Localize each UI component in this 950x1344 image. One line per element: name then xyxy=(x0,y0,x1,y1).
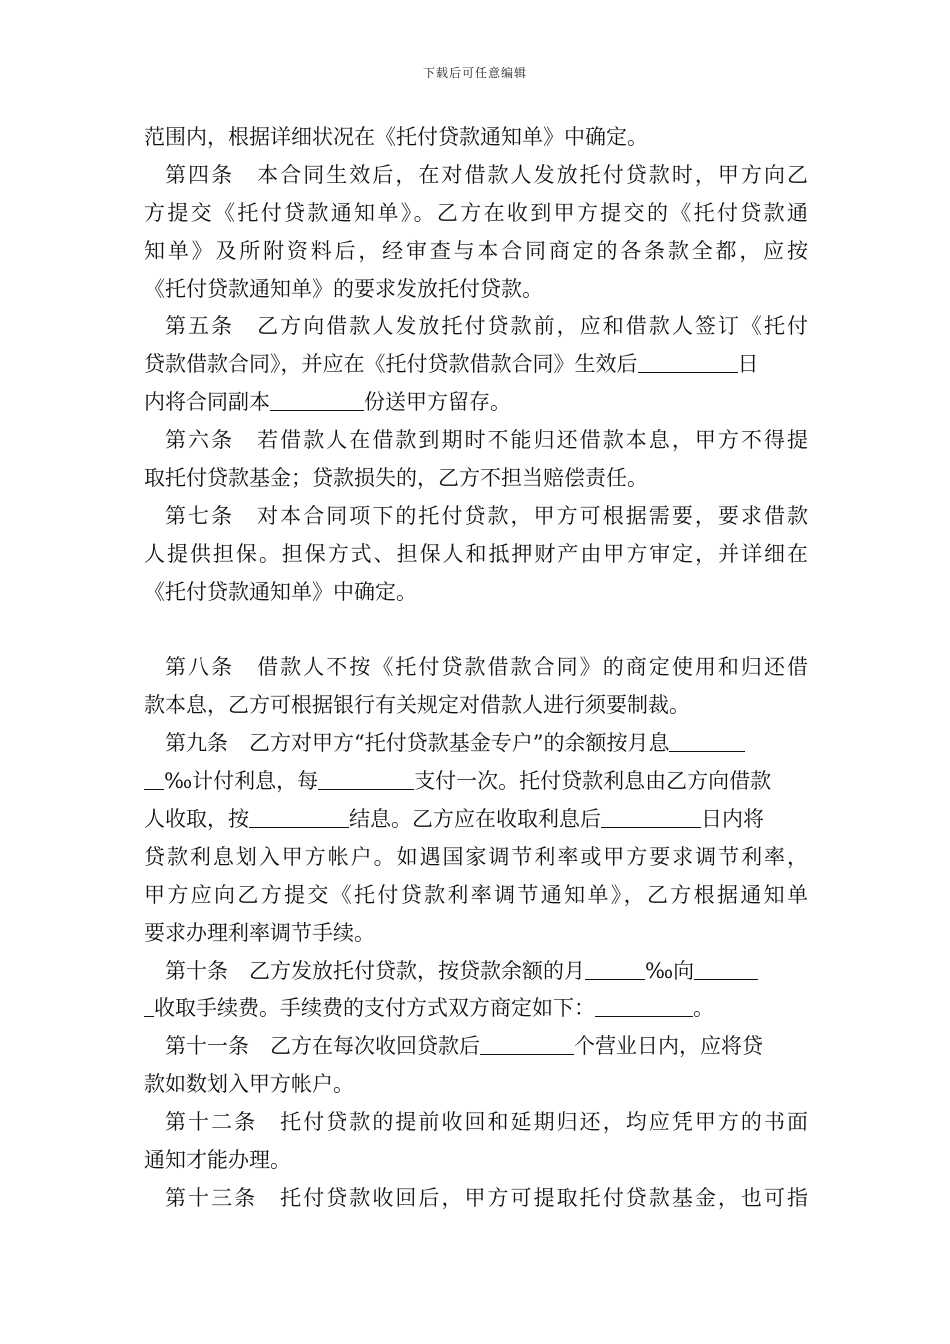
text-segment: 支付一次。托付贷款利息由乙方向借款 xyxy=(414,769,772,794)
article-9-line-1 xyxy=(144,725,808,763)
fill-in-blank xyxy=(601,807,701,828)
article-13-line-1: 第十三条 托付贷款收回后，甲方可提取托付贷款基金，也可指 xyxy=(165,1185,808,1210)
article-5-line-1: 第五条 乙方向借款人发放托付贷款前，应和借款人签订《托付 xyxy=(165,314,808,339)
text-segment: ‰向 xyxy=(645,958,695,983)
fill-in-blank xyxy=(595,996,693,1017)
text-segment: 内将合同副本 xyxy=(144,390,270,415)
contract-body xyxy=(144,119,808,1218)
text-segment: 结息。乙方应在收取利息后 xyxy=(349,807,601,832)
article-5-line-3 xyxy=(144,384,808,422)
article-7-line-1: 第七条 对本合同项下的托付贷款，甲方可根据需要，要求借款 xyxy=(165,503,808,528)
text-segment: 第九条 乙方对甲方“托付贷款基金专户”的余额按月息 xyxy=(165,731,670,756)
fill-in-blank xyxy=(585,959,645,980)
article-9-line-2 xyxy=(144,763,808,801)
text-segment: 人收取，按 xyxy=(144,807,249,832)
text-segment: ‰计付利息，每 xyxy=(164,769,319,794)
article-10-line-1 xyxy=(144,953,808,991)
article-9-line-3 xyxy=(144,801,808,839)
fill-in-blank xyxy=(480,1034,574,1055)
text-segment: 日 xyxy=(737,352,759,377)
article-6-line-1: 第六条 若借款人在借款到期时不能归还借款本息，甲方不得提 xyxy=(165,428,808,453)
article-4-line-4: 《托付贷款通知单》的要求发放托付贷款。 xyxy=(144,276,543,301)
article-8-line-2: 款本息，乙方可根据银行有关规定对借款人进行须要制裁。 xyxy=(144,693,690,718)
fill-in-blank xyxy=(669,731,745,752)
article-9-line-4: 贷款利息划入甲方帐户。如遇国家调节利率或甲方要求调节利率， xyxy=(144,844,808,869)
fill-in-blank xyxy=(318,769,414,790)
text-segment: 。 xyxy=(693,996,714,1021)
article-7-line-3: 《托付贷款通知单》中确定。 xyxy=(144,579,417,604)
article-4-line-3: 知单》及所附资料后，经审查与本合同商定的各条款全都，应按 xyxy=(144,238,808,263)
article-11-line-1 xyxy=(144,1028,808,1066)
fill-in-blank xyxy=(144,996,154,1017)
article-9-line-6: 要求办理利率调节手续。 xyxy=(144,920,375,945)
article-12-line-2: 通知才能办理。 xyxy=(144,1148,291,1173)
article-6-line-2: 取托付贷款基金；贷款损失的，乙方不担当赔偿责任。 xyxy=(144,466,648,491)
text-line: 范围内，根据详细状况在《托付贷款通知单》中确定。 xyxy=(144,125,648,149)
article-5-line-2 xyxy=(144,346,808,384)
fill-in-blank xyxy=(144,769,164,790)
article-4-line-1: 第四条 本合同生效后，在对借款人发放托付贷款时，甲方向乙 xyxy=(165,162,808,187)
fill-in-blank xyxy=(638,352,738,373)
text-segment: 贷款借款合同》，并应在《托付贷款借款合同》生效后 xyxy=(144,352,638,377)
page-header: 下载后可任意编辑 xyxy=(422,66,527,80)
article-7-line-2: 人提供担保。担保方式、担保人和抵押财产由甲方审定，并详细在 xyxy=(144,541,808,566)
article-11-line-2: 款如数划入甲方帐户。 xyxy=(144,1072,354,1097)
text-segment: 日内将 xyxy=(701,807,764,832)
text-segment: 个营业日内，应将贷 xyxy=(574,1034,763,1059)
fill-in-blank xyxy=(249,807,349,828)
text-segment: 第十一条 乙方在每次收回贷款后 xyxy=(165,1034,480,1059)
fill-in-blank xyxy=(270,390,364,411)
article-12-line-1: 第十二条 托付贷款的提前收回和延期归还，均应凭甲方的书面 xyxy=(165,1110,808,1135)
paragraph-gap xyxy=(144,612,808,650)
text-segment: 收取手续费。手续费的支付方式双方商定如下： xyxy=(154,996,595,1021)
article-4-line-2: 方提交《托付贷款通知单》。乙方在收到甲方提交的《托付贷款通 xyxy=(144,200,808,225)
article-9-line-5: 甲方应向乙方提交《托付贷款利率调节通知单》，乙方根据通知单 xyxy=(144,882,808,907)
article-8-line-1: 第八条 借款人不按《托付贷款借款合同》的商定使用和归还借 xyxy=(165,655,808,680)
fill-in-blank xyxy=(694,959,758,980)
text-segment: 第十条 乙方发放托付贷款，按贷款余额的月 xyxy=(165,958,585,983)
text-segment: 份送甲方留存。 xyxy=(364,390,511,415)
article-10-line-2 xyxy=(144,990,808,1028)
